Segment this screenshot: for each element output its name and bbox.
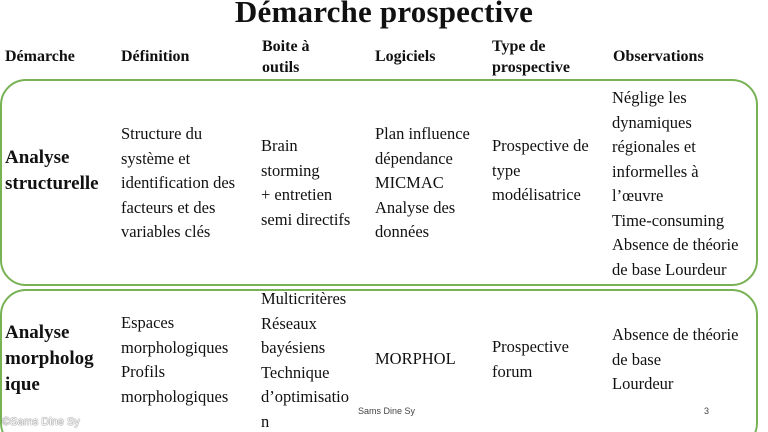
watermark: ©Sams Dine Sy [2, 416, 80, 428]
row1-logiciels-line: Plan influence [375, 124, 470, 143]
row2-outils-line: Technique [261, 362, 330, 382]
row2-definition [121, 311, 228, 409]
page-number: 3 [704, 406, 710, 416]
row2-definition-line: morphologiques [121, 337, 229, 357]
row2-label-line: Analyse [5, 322, 70, 343]
row1-observations-line: Absence de théorie [612, 235, 739, 254]
header-observations: Observations [613, 48, 704, 65]
row1-logiciels-line: dépendance [375, 148, 453, 168]
row1-observations-line: Time-consuming [612, 210, 725, 230]
header-demarche: Démarche [5, 48, 75, 65]
row2-outils-line: bayésiens [261, 338, 326, 357]
row2-type-line: forum [492, 361, 533, 381]
row1-type [492, 134, 589, 208]
row1-outils [261, 134, 350, 232]
row1-observations-line: de base Lourdeur [612, 259, 727, 279]
row1-definition-line: variables clés [121, 222, 211, 241]
row2-definition-line: Espaces [121, 313, 175, 332]
row1-logiciels-line: MICMAC [375, 173, 444, 192]
row1-outils-line: Brain [261, 136, 298, 155]
header-logiciels: Logiciels [375, 48, 436, 65]
row1-observations-line: dynamiques [612, 112, 692, 132]
row2-observations-line: Absence de théorie [612, 325, 739, 344]
row2-type-line: Prospective [492, 337, 569, 356]
row2-logiciels [375, 347, 456, 372]
row1-outils-line: storming [261, 160, 320, 180]
header-boite-line2: outils [262, 59, 300, 76]
row1-type-line: Prospective de [492, 136, 589, 155]
row1-observations-line: informelles à [612, 161, 699, 181]
row2-label-line: ique [5, 374, 40, 395]
header-boite-line1: Boite à [262, 38, 310, 55]
header-type-prospective [492, 36, 570, 78]
row1-observations-line: Néglige les [612, 88, 687, 107]
row2-definition-line: Profils [121, 362, 166, 381]
header-definition: Définition [121, 48, 190, 65]
row2-observations [612, 323, 738, 397]
row-label-morphologique [5, 320, 94, 398]
header-type-line1: Type de [492, 38, 546, 55]
row1-logiciels-line: Analyse des [375, 197, 456, 217]
row2-definition-line: morphologiques [121, 386, 229, 406]
row1-outils-line: + entretien [261, 185, 333, 204]
slide-title: Démarche prospective [234, 0, 534, 29]
row1-outils-line: semi directifs [261, 209, 351, 229]
header-type-line2: prospective [492, 59, 570, 76]
row1-observations-line: régionales et [612, 137, 696, 156]
row2-label-line: morpholog [5, 348, 94, 369]
row1-type-line: modélisatrice [492, 185, 581, 204]
row2-outils-line: n [261, 411, 270, 431]
row1-definition [121, 122, 235, 245]
row1-logiciels [375, 122, 470, 245]
row2-logiciels-line: MORPHOL [375, 349, 456, 368]
row1-definition-line: identification des [121, 173, 236, 192]
row1-type-line: type [492, 160, 521, 180]
row2-outils [261, 287, 349, 432]
row1-logiciels-line: données [375, 222, 430, 241]
header-boite-outils [262, 36, 310, 78]
row2-observations-line: Lourdeur [612, 374, 674, 393]
row2-observations-line: de base [612, 349, 662, 369]
row2-outils-line: Réseaux [261, 313, 317, 333]
row1-label-line: structurelle [5, 173, 99, 194]
footer-author: Sams Dine Sy [358, 406, 416, 416]
row2-type [492, 335, 569, 384]
row2-outils-line: Multicritères [261, 289, 347, 308]
row1-definition-line: Structure du [121, 124, 203, 143]
row1-label-line: Analyse [5, 147, 70, 168]
row1-definition-line: facteurs et des [121, 197, 216, 217]
row-label-structurelle [5, 145, 99, 197]
row1-definition-line: système et [121, 148, 191, 168]
row1-observations-line: l’œuvre [612, 186, 664, 205]
row1-observations [612, 86, 738, 282]
row2-outils-line: d’optimisatio [261, 387, 349, 406]
